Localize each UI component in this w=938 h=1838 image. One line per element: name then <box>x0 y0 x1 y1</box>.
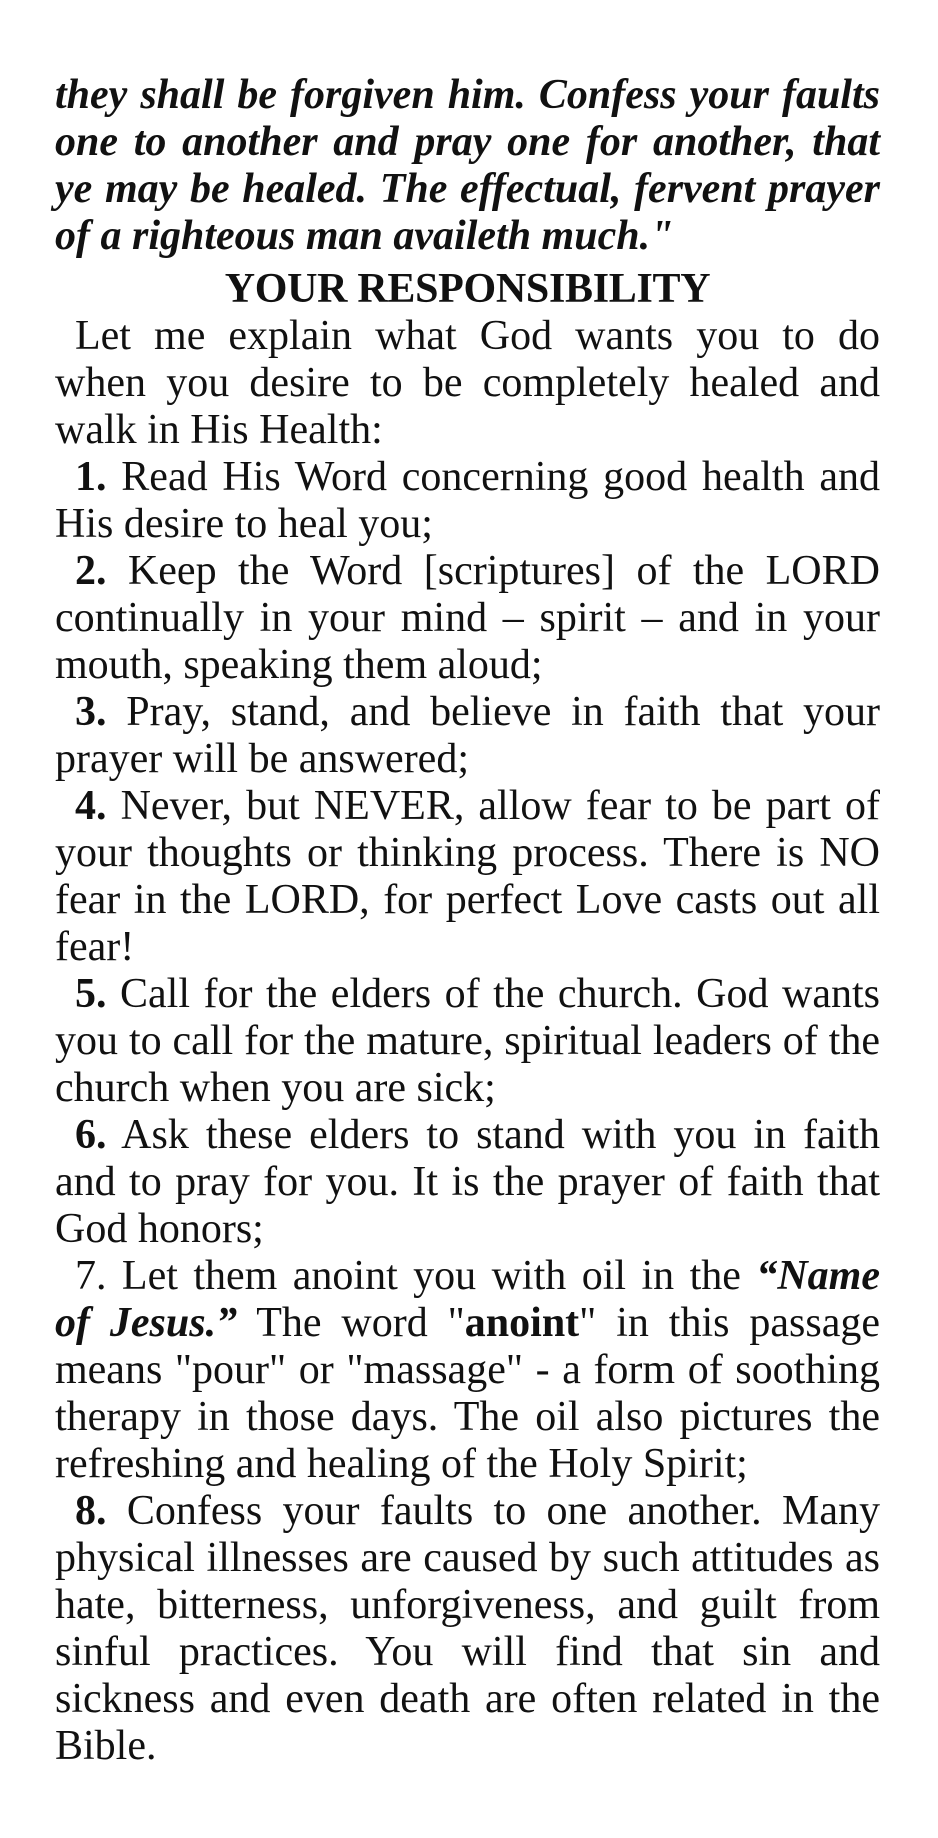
list-item-2 <box>55 548 880 689</box>
section-heading: YOUR RESPONSIBILITY <box>224 266 711 312</box>
item-text: Let them anoint you with oil in the <box>106 1253 757 1299</box>
item-number: 1. <box>75 454 107 500</box>
intro-paragraph: Let me explain what God wants you to do when you desire to be completely healed and walk in His Health: <box>55 313 880 453</box>
item-text: Call for the elders of the church. God wants you to call for the mature, spiritual leaders of the church when you are sick; <box>55 971 880 1111</box>
list-item-7 <box>55 1253 880 1488</box>
item-text-end: " in this passage means "pour" or "massage" - a form of soothing therapy in those days. The oil also pictures the refreshing and healing of the Holy Spirit; <box>55 1300 880 1487</box>
item-number: 2. <box>75 548 107 594</box>
item-text: Ask these elders to stand with you in faith and to pray for you. It is the prayer of faith that God honors; <box>55 1112 880 1252</box>
list-item-3 <box>55 689 880 783</box>
item-number: 7. <box>75 1253 107 1299</box>
item-text-cont: The word " <box>237 1300 465 1346</box>
item-number: 6. <box>75 1112 107 1158</box>
list-item-6 <box>55 1112 880 1253</box>
emphasis-name-of-jesus: “Name of Jesus.” <box>55 1253 880 1346</box>
item-text: Never, but NEVER, allow fear to be part of your thoughts or thinking process. There is NO fear in the LORD, for perfect Love casts out all fear! <box>55 783 880 970</box>
item-text: Pray, stand, and believe in faith that your prayer will be answered; <box>55 689 880 782</box>
item-number: 4. <box>75 783 107 829</box>
emphasis-anoint: anoint <box>464 1300 580 1346</box>
item-text: Confess your faults to one another. Many physical illnesses are caused by such attitudes as hate, bitterness, unforgiveness, and guilt from sinful practices. You will find that sin and sickness and even death are often related in the Bible. <box>55 1488 880 1769</box>
item-text: Keep the Word [scriptures] of the LORD continually in your mind – spirit – and in your mouth, speaking them aloud; <box>55 548 880 688</box>
item-number: 3. <box>75 689 107 735</box>
list-item-8 <box>55 1488 880 1770</box>
item-text: Read His Word concerning good health and His desire to heal you; <box>55 454 880 547</box>
item-number: 8. <box>75 1488 107 1534</box>
page-content <box>55 72 880 1770</box>
item-number: 5. <box>75 971 107 1017</box>
list-item-5 <box>55 971 880 1112</box>
list-item-4 <box>55 783 880 971</box>
scripture-quote: they shall be forgiven him. Confess your faults one to another and pray one for another, that ye may be healed. The effectual, fervent prayer of a righteous man availeth much." <box>55 72 880 259</box>
list-item-1 <box>55 454 880 548</box>
